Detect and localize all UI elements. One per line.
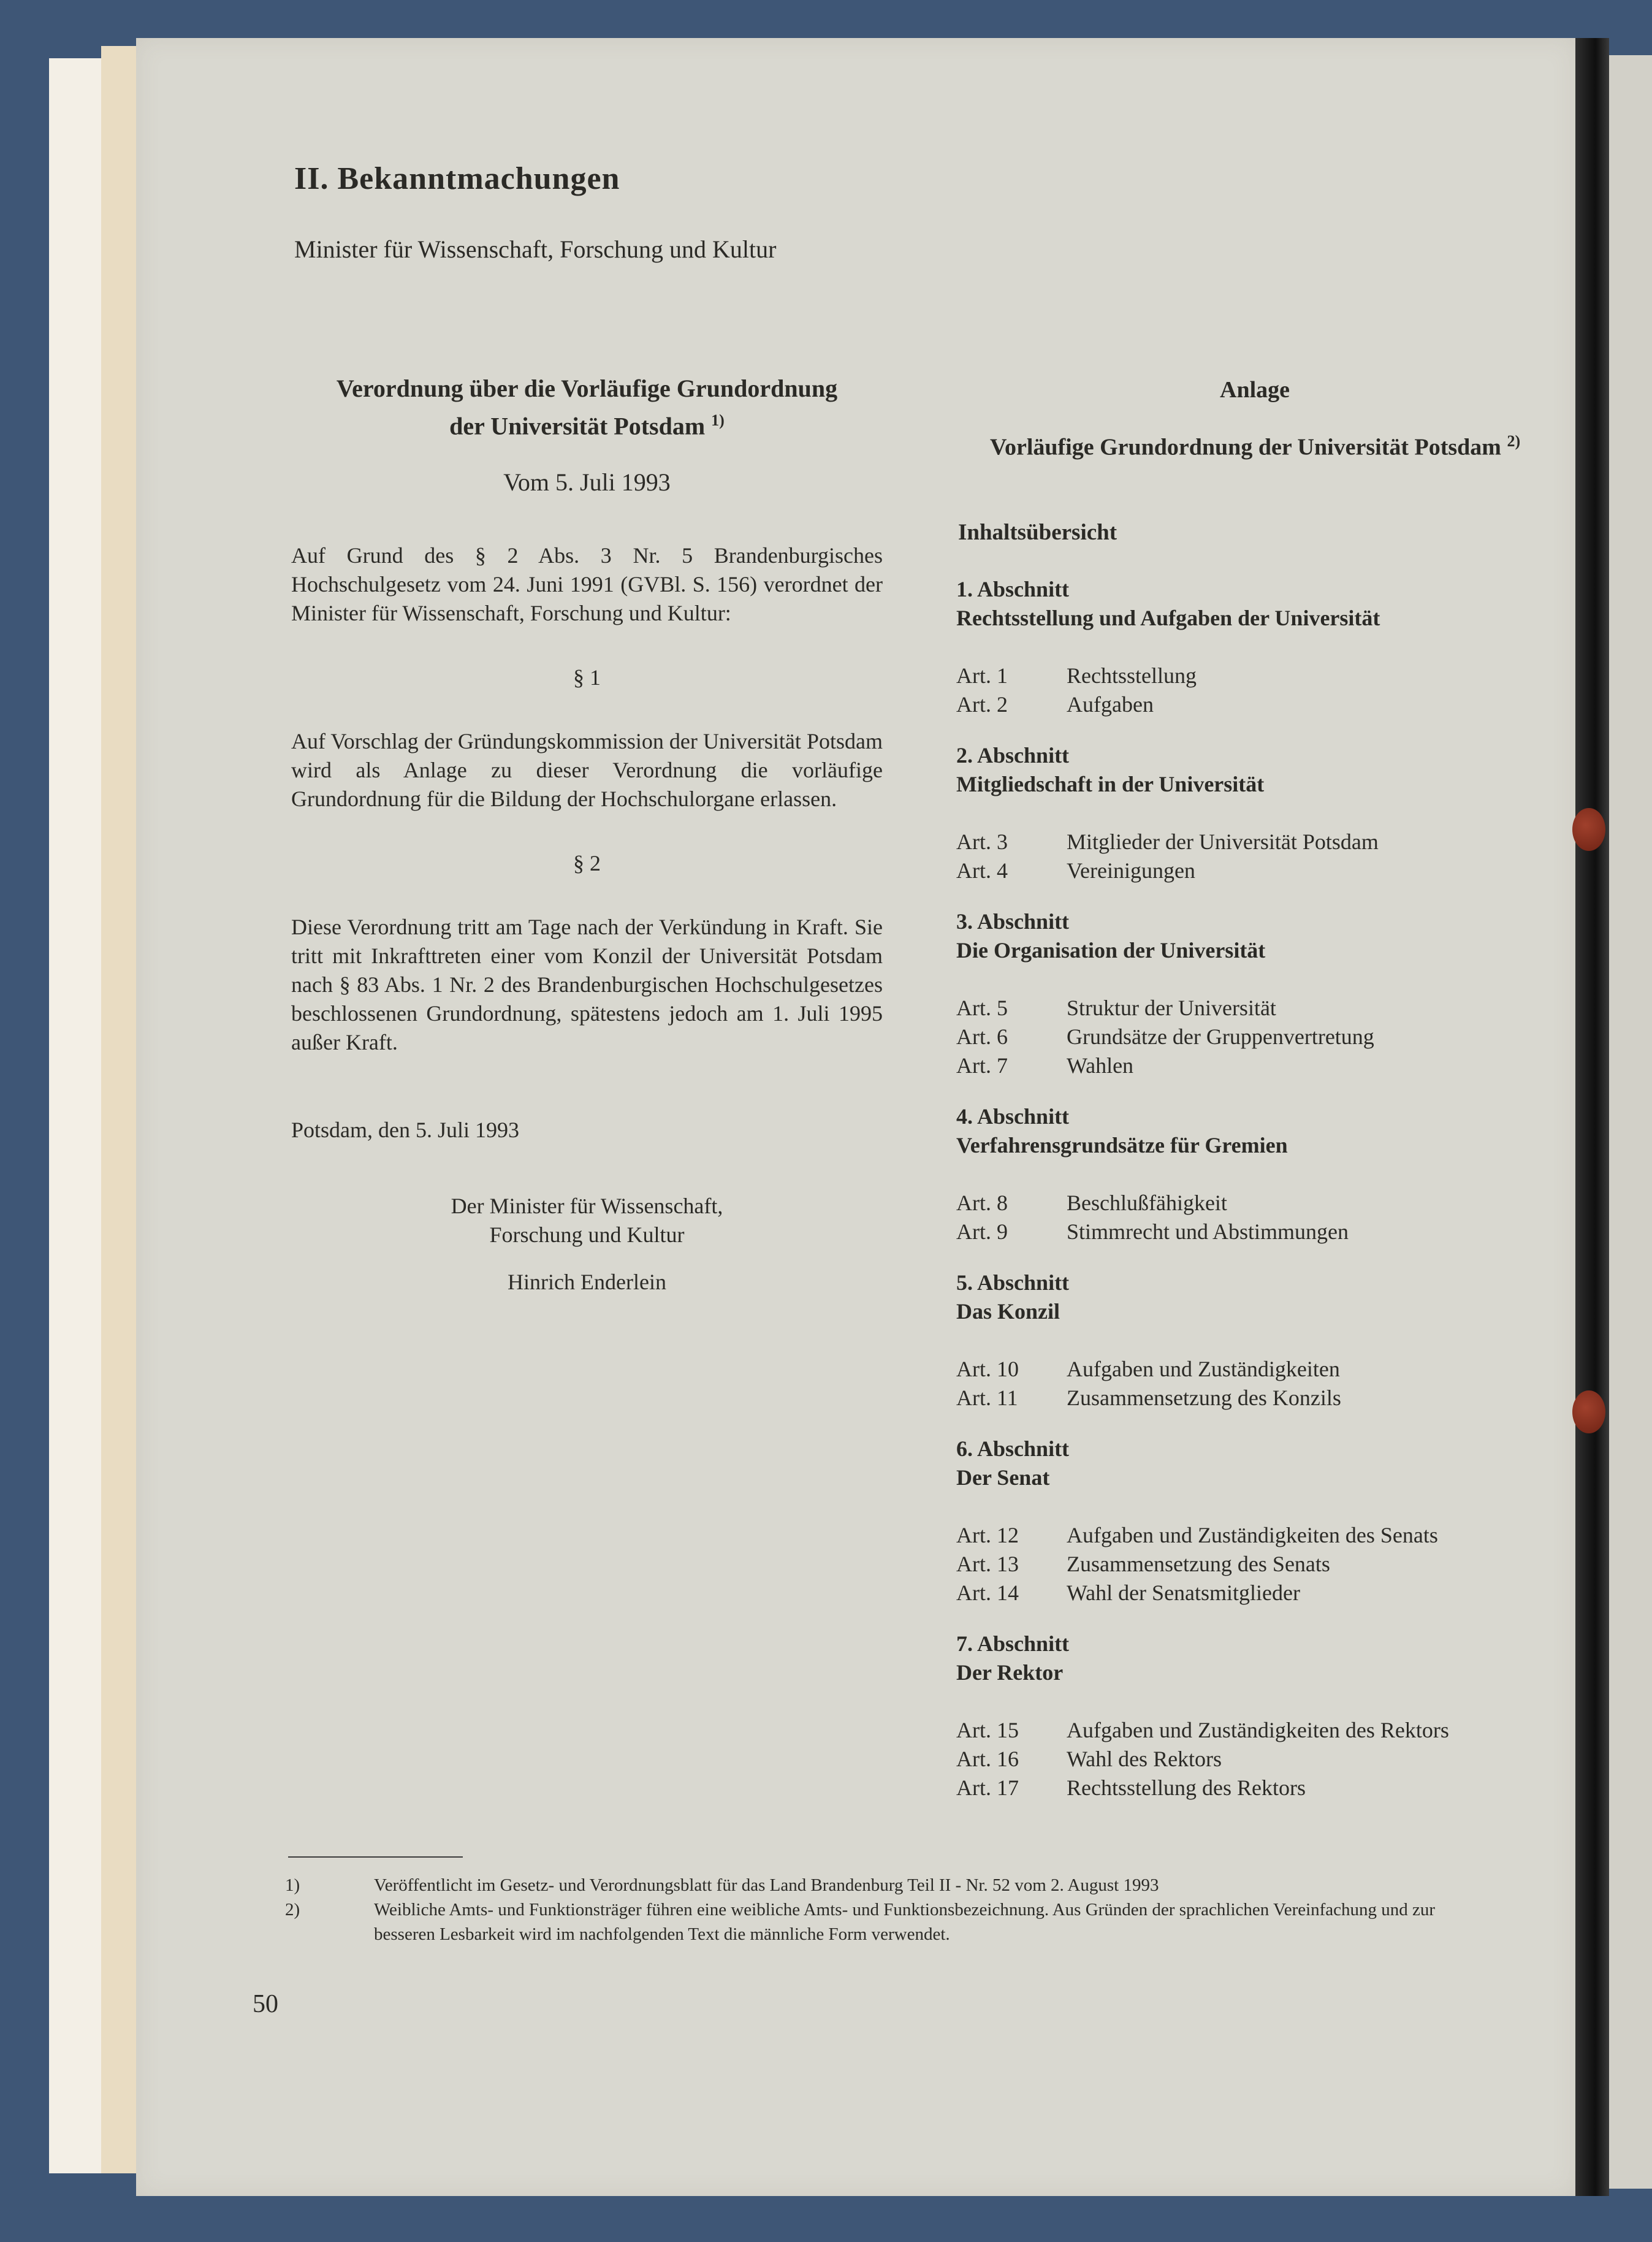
paragraph-2-text: Diese Verordnung tritt am Tage nach der Verkündung in Kraft. Sie tritt mit Inkrafttreten einer vom Konzil der Universität Potsdam nach § 83 Abs. 1 Nr. 2 des Brandenburgischen Hochschulgesetzes beschlossenen Grundordnung, spätestens jedoch am 1. Juli 1995 außer Kraft. (291, 915, 883, 1055)
section-heading: II. Bekanntmachungen (294, 161, 620, 196)
toc-article-title: Struktur der Universität (1067, 996, 1276, 1020)
toc-article-row (956, 662, 1508, 690)
toc-section-title: Der Rektor (956, 1660, 1064, 1685)
toc-article-number: Art. 2 (956, 692, 1008, 717)
toc-article-title: Rechtsstellung des Rektors (1067, 1775, 1306, 1800)
toc-article-row (956, 690, 1508, 719)
toc-article-title: Mitglieder der Universität Potsdam (1067, 829, 1379, 854)
footnote-ref-1: 1) (711, 411, 725, 429)
paragraph-1-text: Auf Vorschlag der Gründungskommission der Universität Potsdam wird als Anlage zu dieser Verordnung die vorläufige Grundordnung für die Bildung der Hochschulorgane erlassen. (291, 729, 883, 812)
toc-article-number: Art. 4 (956, 858, 1008, 883)
toc-article-title: Aufgaben (1067, 692, 1154, 717)
paragraph-1-label: § 1 (573, 665, 601, 690)
toc-article-row (956, 856, 1508, 885)
toc-article-number: Art. 9 (956, 1219, 1008, 1244)
toc-article-row (956, 1716, 1508, 1745)
annex-title-wrap (990, 432, 1520, 461)
toc-article-title: Wahlen (1067, 1053, 1134, 1078)
toc-section-title: Rechtsstellung und Aufgaben der Universität (956, 606, 1380, 630)
toc-section-label: 3. Abschnitt (956, 909, 1070, 934)
toc-article-row (956, 828, 1508, 856)
toc-section-label: 6. Abschnitt (956, 1436, 1070, 1461)
toc-heading: Inhaltsübersicht (958, 520, 1117, 545)
decree-title (291, 373, 883, 442)
toc-section-title: Verfahrensgrundsätze für Gremien (956, 1133, 1288, 1157)
toc-section-label: 1. Abschnitt (956, 577, 1070, 601)
toc-article-number: Art. 8 (956, 1191, 1008, 1215)
toc-article-number: Art. 6 (956, 1024, 1008, 1049)
book-gutter (1575, 38, 1609, 2196)
decree-title-line2-wrap (291, 405, 883, 442)
toc-article-row (956, 1745, 1508, 1774)
toc-article-number: Art. 11 (956, 1386, 1018, 1410)
signer-name: Hinrich Enderlein (508, 1270, 666, 1295)
toc-article-number: Art. 15 (956, 1718, 1019, 1742)
toc-article-title: Aufgaben und Zuständigkeiten (1067, 1357, 1340, 1381)
toc-section-title: Mitgliedschaft in der Universität (956, 772, 1265, 796)
footnote-text: Veröffentlicht im Gesetz- und Verordnungsblatt für das Land Brandenburg Teil II - Nr. 52 vom 2. August 1993 (374, 1875, 1159, 1895)
toc-section-label: 7. Abschnitt (956, 1631, 1070, 1656)
toc-article-row (956, 1521, 1508, 1550)
toc-article-row (956, 1218, 1508, 1246)
toc-section-title: Das Konzil (956, 1299, 1060, 1324)
toc-article-title: Beschlußfähigkeit (1067, 1191, 1227, 1215)
footnote-number: 2) (285, 1900, 300, 1920)
decree-title-line2: der Universität Potsdam (449, 412, 706, 440)
toc-article-row (956, 1579, 1508, 1607)
toc-section-title: Der Senat (956, 1465, 1050, 1490)
toc-article-title: Wahl der Senatsmitglieder (1067, 1580, 1300, 1605)
left-column (291, 373, 883, 1297)
footnote-number: 1) (285, 1875, 300, 1895)
bookmark-tab-2 (1572, 1390, 1605, 1433)
toc-article-title: Wahl des Rektors (1067, 1747, 1222, 1771)
signer-title-line1: Der Minister für Wissenschaft, (451, 1194, 723, 1219)
toc-article-number: Art. 7 (956, 1053, 1008, 1078)
toc-article-title: Zusammensetzung des Konzils (1067, 1386, 1341, 1410)
bookmark-tab-1 (1572, 808, 1605, 851)
toc-article-row (956, 1774, 1508, 1802)
annex-title: Vorläufige Grundordnung der Universität Potsdam (990, 434, 1501, 460)
toc-article-number: Art. 13 (956, 1552, 1019, 1576)
ministry-name: Minister für Wissenschaft, Forschung und Kultur (294, 235, 777, 263)
toc-section-title: Die Organisation der Universität (956, 938, 1266, 963)
footnote-ref-2: 2) (1507, 432, 1521, 450)
footnote (285, 1873, 1462, 1897)
toc-article-number: Art. 16 (956, 1747, 1019, 1771)
toc-article-row (956, 1550, 1508, 1579)
toc-article-row (956, 1023, 1508, 1051)
footnotes (285, 1873, 1462, 1946)
toc-article-number: Art. 1 (956, 663, 1008, 688)
intro-paragraph: Auf Grund des § 2 Abs. 3 Nr. 5 Brandenburgisches Hochschulgesetz vom 24. Juni 1991 (GVBl. S. 156) verordnet der Minister für Wissenschaft, Forschung und Kultur: (291, 543, 883, 626)
toc-article-number: Art. 10 (956, 1357, 1019, 1381)
page-number: 50 (253, 1990, 278, 2018)
toc-section-label: 5. Abschnitt (956, 1270, 1070, 1295)
toc-article-number: Art. 12 (956, 1523, 1019, 1547)
table-of-contents (956, 575, 1508, 1802)
toc-article-title: Zusammensetzung des Senats (1067, 1552, 1330, 1576)
decree-date: Vom 5. Juli 1993 (503, 468, 671, 497)
toc-article-number: Art. 14 (956, 1580, 1019, 1605)
toc-article-title: Aufgaben und Zuständigkeiten des Rektors (1067, 1718, 1449, 1742)
toc-article-row (956, 1355, 1508, 1384)
facing-page-edge (1609, 55, 1652, 2189)
footnote (285, 1897, 1462, 1946)
signature-block (291, 1192, 883, 1297)
footnote-text: Weibliche Amts- und Funktionsträger führen eine weibliche Amts- und Funktionsbezeichnung. Aus Gründen der sprachlichen Vereinfachung und zur besseren Lesbarkeit wird im nachfolgenden Text die männliche Form verwendet. (374, 1900, 1436, 1944)
toc-section-label: 2. Abschnitt (956, 743, 1070, 768)
toc-article-title: Vereinigungen (1067, 858, 1195, 883)
toc-article-title: Rechtsstellung (1067, 663, 1197, 688)
annex-label: Anlage (1220, 377, 1290, 403)
toc-article-title: Stimmrecht und Abstimmungen (1067, 1219, 1349, 1244)
decree-title-line1: Verordnung über die Vorläufige Grundordnung (336, 375, 838, 402)
footnote-rule (288, 1856, 463, 1858)
toc-section-label: 4. Abschnitt (956, 1104, 1070, 1129)
paragraph-2-label: § 2 (573, 851, 601, 876)
page-edges-inner (101, 46, 136, 2173)
place-date: Potsdam, den 5. Juli 1993 (291, 1118, 520, 1143)
signer-title-line2: Forschung und Kultur (489, 1222, 685, 1248)
toc-article-row (956, 994, 1508, 1023)
toc-article-number: Art. 3 (956, 829, 1008, 854)
toc-article-title: Aufgaben und Zuständigkeiten des Senats (1067, 1523, 1438, 1547)
toc-article-number: Art. 5 (956, 996, 1008, 1020)
toc-article-title: Grundsätze der Gruppenvertretung (1067, 1024, 1374, 1049)
toc-article-row (956, 1189, 1508, 1218)
toc-article-row (956, 1384, 1508, 1413)
toc-article-number: Art. 17 (956, 1775, 1019, 1800)
toc-article-row (956, 1051, 1508, 1080)
